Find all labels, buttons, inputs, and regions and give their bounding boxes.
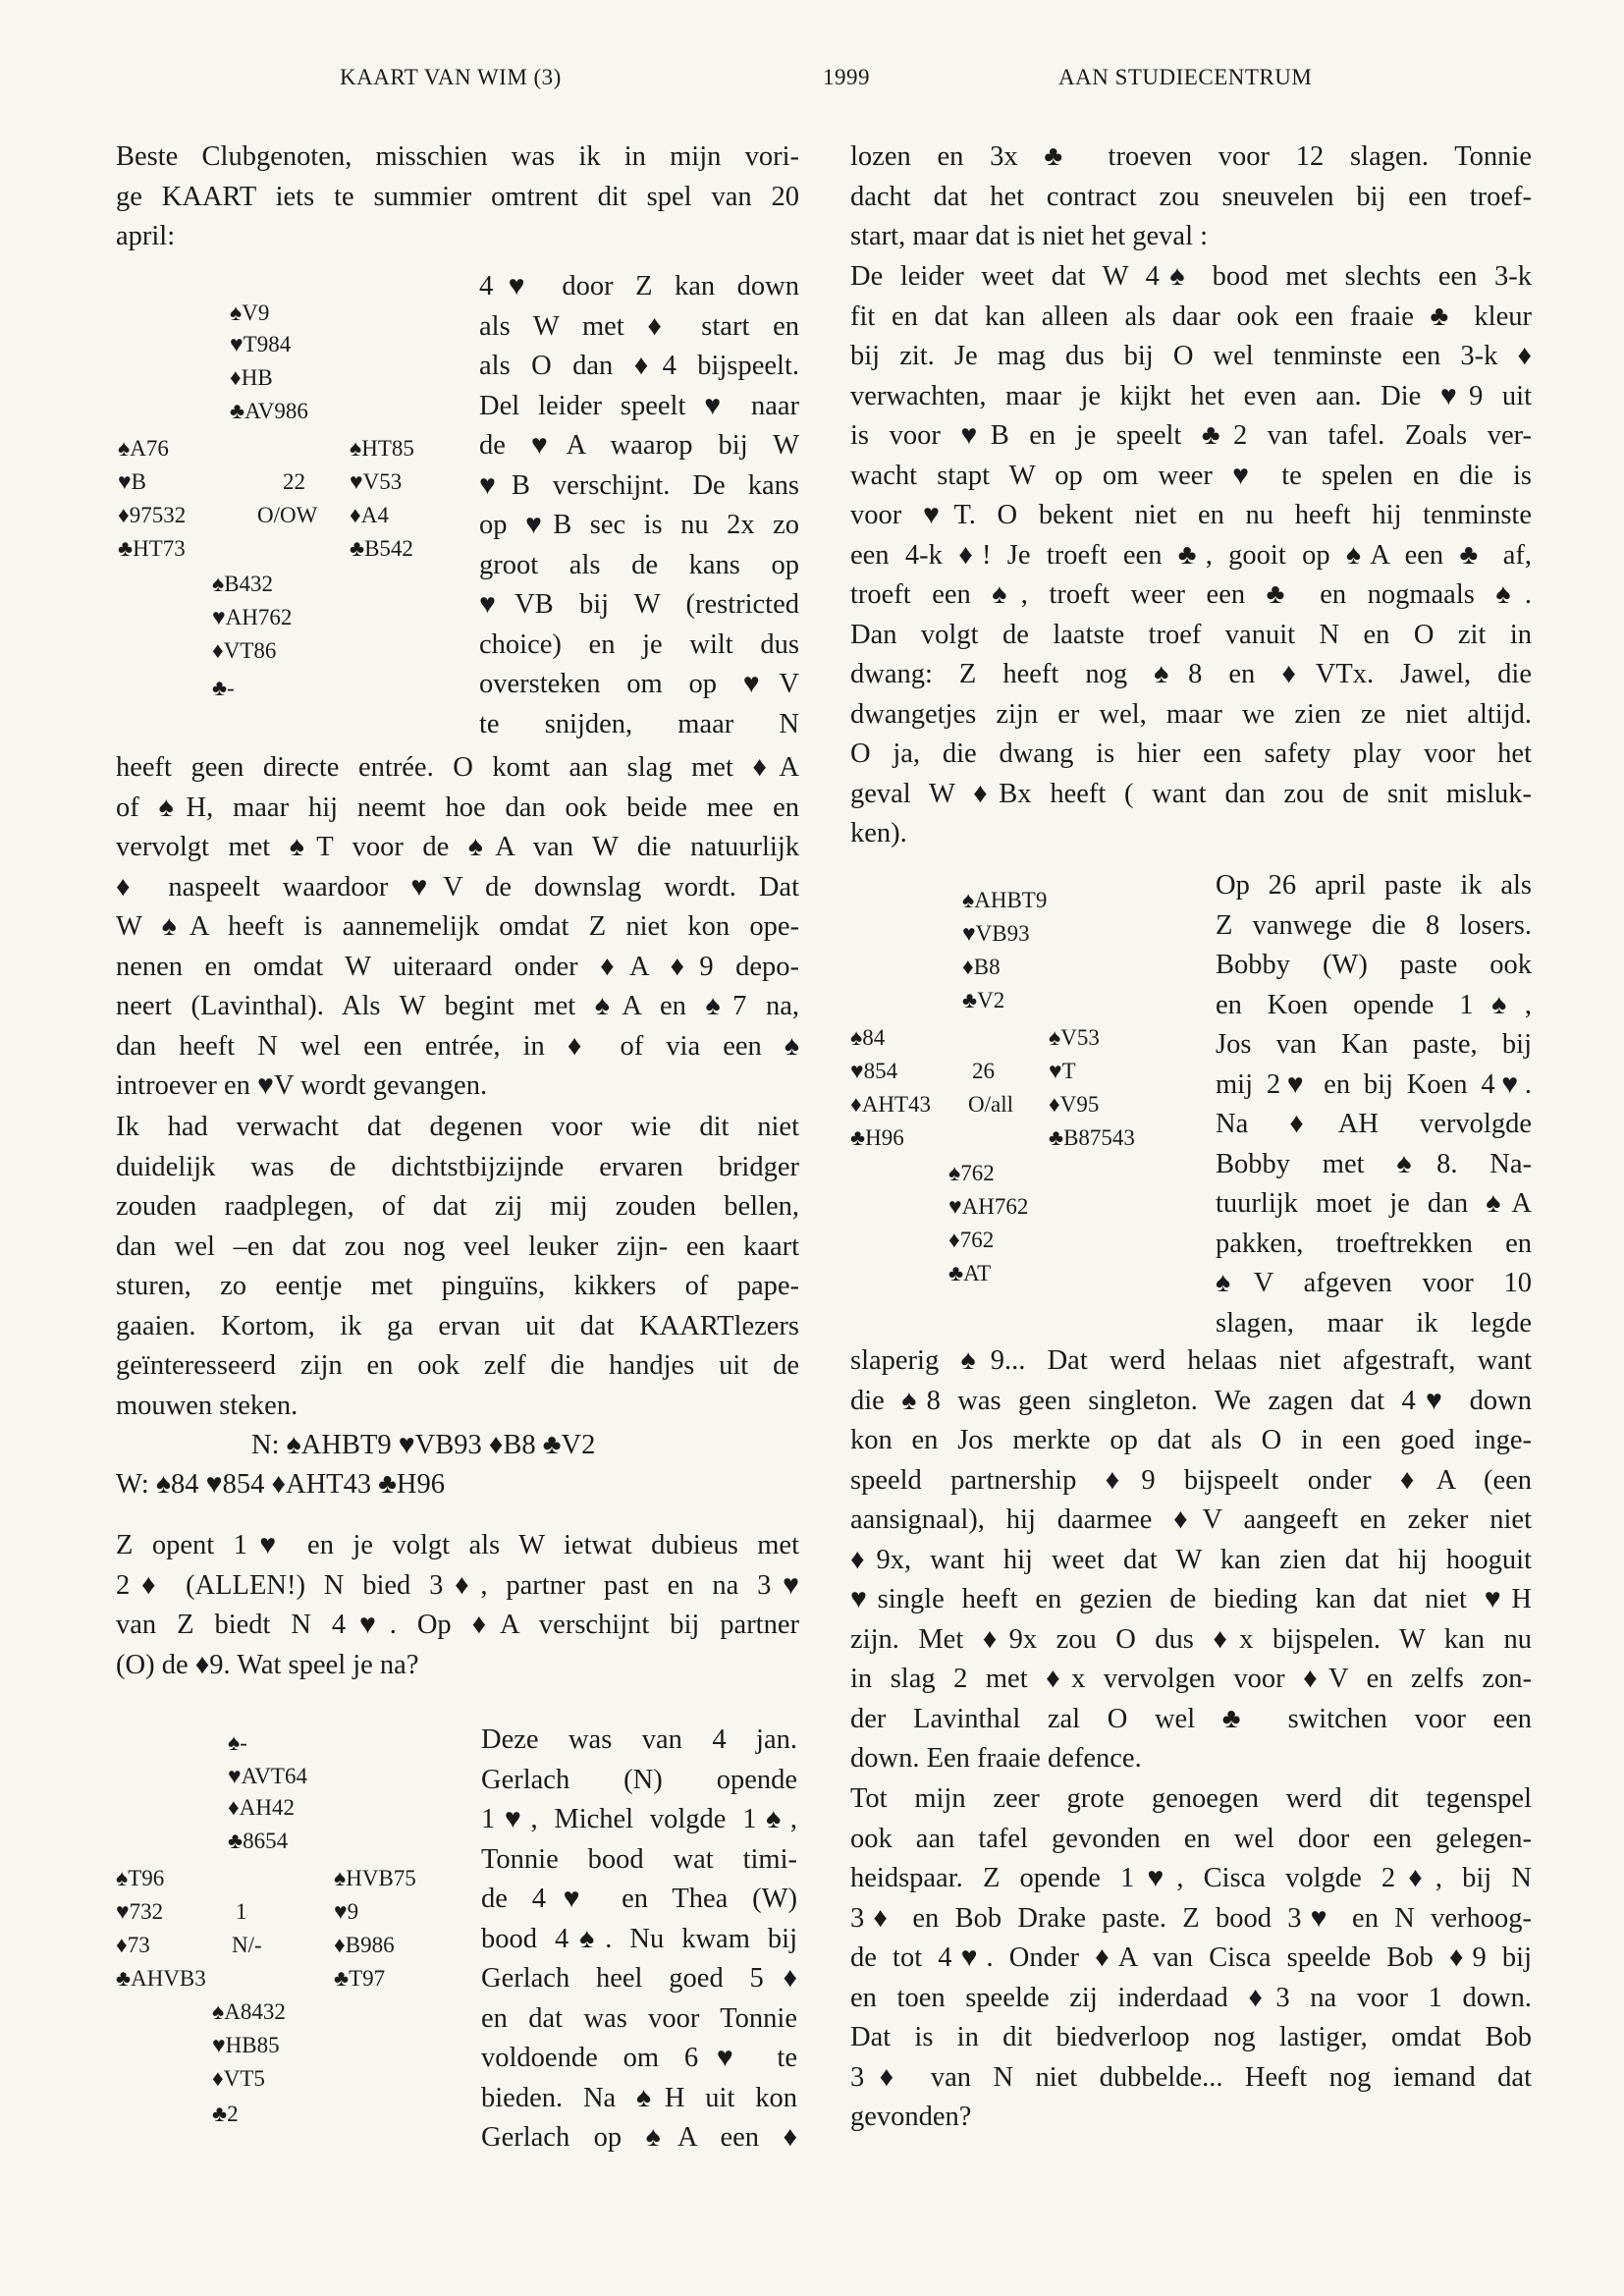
right-paragraph-2 — [850, 257, 1532, 854]
text-line: die ♠8 was geen singleton. We zagen dat 4♥ down — [850, 1385, 1532, 1416]
text-line: Z vanwege die 8 losers. — [1216, 909, 1532, 941]
text-line: oversteken om op ♥V — [479, 669, 799, 699]
text-line: pakken, troeftrekken en — [1216, 1228, 1532, 1259]
text-line: op ♥B sec is nu 2x zo — [479, 510, 799, 540]
east-diamonds: ♦B986 — [334, 1933, 395, 1957]
west-diamonds: ♦97532 — [118, 503, 187, 527]
east-clubs: ♣T97 — [334, 1966, 386, 1991]
north-clubs: ♣AV986 — [230, 399, 308, 423]
paragraph-2 — [116, 748, 799, 1107]
board-vulnerability: O/OW — [257, 503, 318, 527]
north-diamonds: ♦HB — [230, 365, 273, 390]
right-paragraph-1 — [850, 137, 1532, 257]
text-line: bij zit. Je mag dus bij O wel tenminste een 3-k ♦ — [850, 341, 1532, 371]
north-diamonds: ♦B8 — [962, 955, 1001, 979]
text-line: nenen en omdat W uiteraard onder ♦A ♦9 depo- — [116, 951, 799, 982]
right-paragraph-3 — [850, 1341, 1532, 1779]
west-hearts: ♥732 — [116, 1899, 164, 1924]
page-header-left: KAART VAN WIM (3) — [340, 65, 562, 89]
text-line: Gerlach heel goed 5♦ — [481, 1963, 797, 1994]
deal3-commentary — [481, 1721, 797, 2159]
south-hearts: ♥AH762 — [212, 605, 293, 629]
paragraph-3 — [116, 1108, 799, 1426]
west-clubs: ♣HT73 — [118, 536, 186, 561]
text-line: Dan volgt de laatste troef vanuit N en O zit in — [850, 619, 1532, 650]
text-line: fit en dat kan alleen als daar ook een fraaie ♣ kleur — [850, 301, 1532, 332]
text-line: gevonden? — [850, 2102, 972, 2132]
west-diamonds: ♦AHT43 — [850, 1092, 932, 1117]
board-number: 22 — [283, 469, 305, 494]
board-number: 1 — [236, 1899, 247, 1924]
text-line: 2♦ (ALLEN!) N bied 3♦, partner past en na 3♥ — [116, 1569, 799, 1601]
text-line: geïnteresseerd zijn en ook zelf die handjes uit de — [116, 1350, 799, 1381]
north-clubs: ♣8654 — [228, 1829, 289, 1853]
text-line: gaaien. Kortom, ik ga ervan uit dat KAARTlezers — [116, 1310, 799, 1341]
text-line: dwang: Z heeft nog ♠8 en ♦VTx. Jawel, die — [850, 659, 1532, 689]
south-spades: ♠A8432 — [212, 1999, 286, 2024]
south-spades: ♠762 — [948, 1161, 995, 1185]
text-line: Beste Clubgenoten, misschien was ik in mijn vori- — [116, 141, 799, 172]
text-line: als W met ♦ start en — [479, 310, 799, 342]
text-line: geval W ♦Bx heeft ( want dan zou de snit misluk- — [850, 778, 1532, 809]
text-line: als O dan ♦4 bijspeelt. — [479, 351, 799, 381]
text-line: kon en Jos merkte op dat als O in een goed inge- — [850, 1425, 1532, 1455]
text-line: vervolgt met ♠T voor de ♠A van W die natuurlijk — [116, 832, 799, 862]
west-hearts: ♥854 — [850, 1059, 898, 1083]
text-line: van Z biedt N 4♥. Op ♦A verschijnt bij partner — [116, 1610, 799, 1640]
north-spades: ♠- — [228, 1730, 247, 1755]
north-diamonds: ♦AH42 — [228, 1795, 295, 1820]
text-line: Dat is in dit biedverloop nog lastiger, omdat Bob — [850, 2022, 1532, 2052]
text-line: de tot 4♥. Onder ♦A van Cisca speelde Bob ♦9 bij — [850, 1942, 1532, 1973]
text-line: ♦9x, want hij weet dat W kan zien dat hij hooguit — [850, 1544, 1532, 1575]
south-hearts: ♥HB85 — [212, 2033, 280, 2057]
text-line: wacht stapt W op om weer ♥ te spelen en die is — [850, 460, 1532, 491]
east-hearts: ♥9 — [334, 1899, 359, 1924]
south-clubs: ♣2 — [212, 2102, 239, 2126]
text-line: bood 4♠. Nu kwam bij — [481, 1923, 797, 1954]
text-line: W ♠A heeft is aannemelijk omdat Z niet kon ope- — [116, 911, 799, 942]
intro-paragraph — [116, 137, 799, 257]
text-line: neert (Lavinthal). Als W begint met ♠A en ♠7 na, — [116, 991, 799, 1021]
text-line: troeft een ♠, troeft weer een ♣ en nogmaals ♠. — [850, 579, 1532, 610]
text-line: (O) de ♦9. Wat speel je na? — [116, 1649, 419, 1680]
north-hearts: ♥VB93 — [962, 921, 1030, 946]
text-line: Ik had verwacht dat degenen voor wie dit niet — [116, 1112, 799, 1142]
north-clubs: ♣V2 — [962, 988, 1005, 1012]
text-line: sturen, zo eentje met pinguïns, kikkers of pape- — [116, 1271, 799, 1301]
south-diamonds: ♦VT5 — [212, 2066, 265, 2091]
text-line: der Lavinthal zal O wel ♣ switchen voor een — [850, 1703, 1532, 1734]
text-line: de ♥A waarop bij W — [479, 430, 799, 461]
text-line: Gerlach (N) opende — [481, 1764, 797, 1795]
text-line: O ja, die dwang is hier een safety play voor het — [850, 738, 1532, 769]
east-hearts: ♥V53 — [350, 469, 403, 494]
text-line: duidelijk was de dichtstbijzijnde ervaren bridger — [116, 1151, 799, 1182]
text-line: ge KAART iets te summier omtrent dit spel van 20 — [116, 181, 799, 212]
text-line: ♥VB bij W (restricted — [479, 589, 799, 620]
text-line: mij 2♥ en bij Koen 4♥. — [1216, 1068, 1532, 1100]
east-spades: ♠HVB75 — [334, 1866, 416, 1890]
text-line: heeft geen directe entrée. O komt aan slag met ♦A — [116, 752, 799, 783]
text-line: Jos van Kan paste, bij — [1216, 1029, 1532, 1060]
page-header-right: AAN STUDIECENTRUM — [1058, 65, 1313, 89]
text-line: zouden raadplegen, of dat zij mij zouden bellen, — [116, 1191, 799, 1222]
text-line: 3♦ en Bob Drake paste. Z bood 3♥ en N verhoog- — [850, 1902, 1532, 1934]
text-line: ook aan tafel gevonden en wel door een gelegen- — [850, 1823, 1532, 1854]
text-line: Gerlach op ♠A een ♦ — [481, 2122, 797, 2153]
west-spades: ♠T96 — [116, 1866, 165, 1890]
east-clubs: ♣B87543 — [1049, 1125, 1135, 1150]
east-diamonds: ♦A4 — [350, 503, 389, 527]
text-line: bieden. Na ♠H uit kon — [481, 2082, 797, 2113]
text-line: Del leider speelt ♥ naar — [479, 390, 799, 421]
south-diamonds: ♦VT86 — [212, 638, 277, 663]
text-line: 4♥ door Z kan down — [479, 271, 799, 301]
text-line: ♦ naspeelt waardoor ♥V de downslag wordt. Dat — [116, 871, 799, 902]
text-line: Na ♦AH vervolgde — [1216, 1109, 1532, 1139]
text-line: dwangetjes zijn er wel, maar we zien ze niet altijd. — [850, 698, 1532, 730]
right-paragraph-4 — [850, 1779, 1532, 2138]
text-line: tuurlijk moet je dan ♠A — [1216, 1188, 1532, 1219]
text-line: mouwen steken. — [116, 1390, 298, 1421]
east-clubs: ♣B542 — [350, 536, 413, 561]
text-line: groot als de kans op — [479, 549, 799, 580]
north-spades: ♠AHBT9 — [962, 888, 1048, 912]
text-line: een 4-k ♦! Je troeft een ♣, gooit op ♠A een ♣ af, — [850, 539, 1532, 571]
east-hearts: ♥T — [1049, 1059, 1076, 1083]
text-line: aansignaal), hij daarmee ♦V aangeeft en zeker niet — [850, 1504, 1532, 1535]
text-line: De leider weet dat W 4♠ bood met slechts een 3-k — [850, 261, 1532, 292]
text-line: verwachten, maar je kijkt het even aan. Die ♥9 uit — [850, 380, 1532, 411]
text-line: Deze was van 4 jan. — [481, 1724, 797, 1755]
text-line: ken). — [850, 818, 907, 848]
text-line: heidspaar. Z opende 1♥, Cisca volgde 2♦, bij N — [850, 1863, 1532, 1893]
south-diamonds: ♦762 — [948, 1228, 995, 1252]
north-hearts: ♥AVT64 — [228, 1764, 307, 1788]
text-line: Bobby met ♠8. Na- — [1216, 1148, 1532, 1179]
text-line: choice) en je wilt dus — [479, 629, 799, 660]
text-line: de 4♥ en Thea (W) — [481, 1884, 797, 1914]
text-line: voldoende om 6♥ te — [481, 2043, 797, 2073]
west-spades: ♠A76 — [118, 436, 169, 461]
text-line: ♠V afgeven voor 10 — [1216, 1268, 1532, 1298]
west-hearts: ♥B — [118, 469, 146, 494]
north-spades: ♠V9 — [230, 301, 270, 325]
text-line: ♥B verschijnt. De kans — [479, 469, 799, 501]
text-line: voor ♥T. O bekent niet en nu heeft hij tenminste — [850, 500, 1532, 530]
text-line: slagen, maar ik legde — [1216, 1307, 1532, 1339]
text-line: dan heeft N wel een entrée, in ♦ of via een ♠ — [116, 1030, 799, 1062]
text-line: ♥single heeft en gezien de bieding kan dat niet ♥H — [850, 1584, 1532, 1614]
text-line: en dat was voor Tonnie — [481, 2002, 797, 2034]
east-diamonds: ♦V95 — [1049, 1092, 1100, 1117]
west-spades: ♠84 — [850, 1025, 886, 1050]
text-line: down. Een fraaie defence. — [850, 1743, 1142, 1774]
south-clubs: ♣AT — [948, 1261, 992, 1285]
text-line: of ♠H, maar hij neemt hoe dan ook beide mee en — [116, 792, 799, 823]
south-clubs: ♣- — [212, 676, 235, 700]
text-line: slaperig ♠9... Dat werd helaas niet afgestraft, want — [850, 1345, 1532, 1376]
west-clubs: ♣AHVB3 — [116, 1966, 206, 1991]
text-line: dan wel –en dat zou nog veel leuker zijn- een kaart — [116, 1230, 799, 1262]
text-line: te snijden, maar N — [479, 708, 799, 739]
text-line: zijn. Met ♦9x zou O dus ♦x bijspelen. W kan nu — [850, 1623, 1532, 1655]
text-line: Tot mijn zeer grote genoegen werd dit tegenspel — [850, 1783, 1532, 1814]
text-line: en Koen opende 1♠, — [1216, 989, 1532, 1020]
south-spades: ♠B432 — [212, 572, 274, 596]
south-hearts: ♥AH762 — [948, 1194, 1029, 1219]
text-line: speeld partnership ♦9 bijspeelt onder ♦A (een — [850, 1464, 1532, 1496]
text-line: introever en ♥V wordt gevangen. — [116, 1070, 488, 1101]
hand-north: N: ♠AHBT9 ♥VB93 ♦B8 ♣V2 — [251, 1430, 596, 1460]
text-line: april: — [116, 221, 176, 251]
deal2-commentary — [1216, 866, 1532, 1343]
text-line: Z opent 1♥ en je volgt als W ietwat dubieus met — [116, 1530, 799, 1560]
west-diamonds: ♦73 — [116, 1933, 150, 1957]
east-spades: ♠HT85 — [350, 436, 414, 461]
east-spades: ♠V53 — [1049, 1025, 1100, 1050]
board-vulnerability: O/all — [968, 1092, 1013, 1117]
text-line: Tonnie bood wat timi- — [481, 1843, 797, 1875]
text-line: en toen speelde zij inderdaad ♦3 na voor 1 down. — [850, 1982, 1532, 2013]
text-line: dacht dat het contract zou sneuvelen bij een troef- — [850, 181, 1532, 212]
board-vulnerability: N/- — [232, 1933, 262, 1957]
board-number: 26 — [972, 1059, 995, 1083]
paragraph-4 — [116, 1526, 799, 1685]
text-line: lozen en 3x ♣ troeven voor 12 slagen. Tonnie — [850, 141, 1532, 172]
text-line: Bobby (W) paste ook — [1216, 950, 1532, 980]
text-line: Op 26 april paste ik als — [1216, 870, 1532, 901]
page-header-year: 1999 — [823, 65, 870, 89]
text-line: is voor ♥B en je speelt ♣2 van tafel. Zoals ver- — [850, 420, 1532, 451]
deal1-commentary — [479, 267, 799, 744]
hand-west: W: ♠84 ♥854 ♦AHT43 ♣H96 — [116, 1469, 445, 1500]
text-line: in slag 2 met ♦x vervolgen voor ♦V en zelfs zon- — [850, 1664, 1532, 1694]
west-clubs: ♣H96 — [850, 1125, 904, 1150]
text-line: 1♥, Michel volgde 1♠, — [481, 1804, 797, 1834]
text-line: 3♦ van N niet dubbelde... Heeft nog iemand dat — [850, 2061, 1532, 2093]
text-line: start, maar dat is niet het geval : — [850, 221, 1209, 251]
north-hearts: ♥T984 — [230, 332, 292, 356]
